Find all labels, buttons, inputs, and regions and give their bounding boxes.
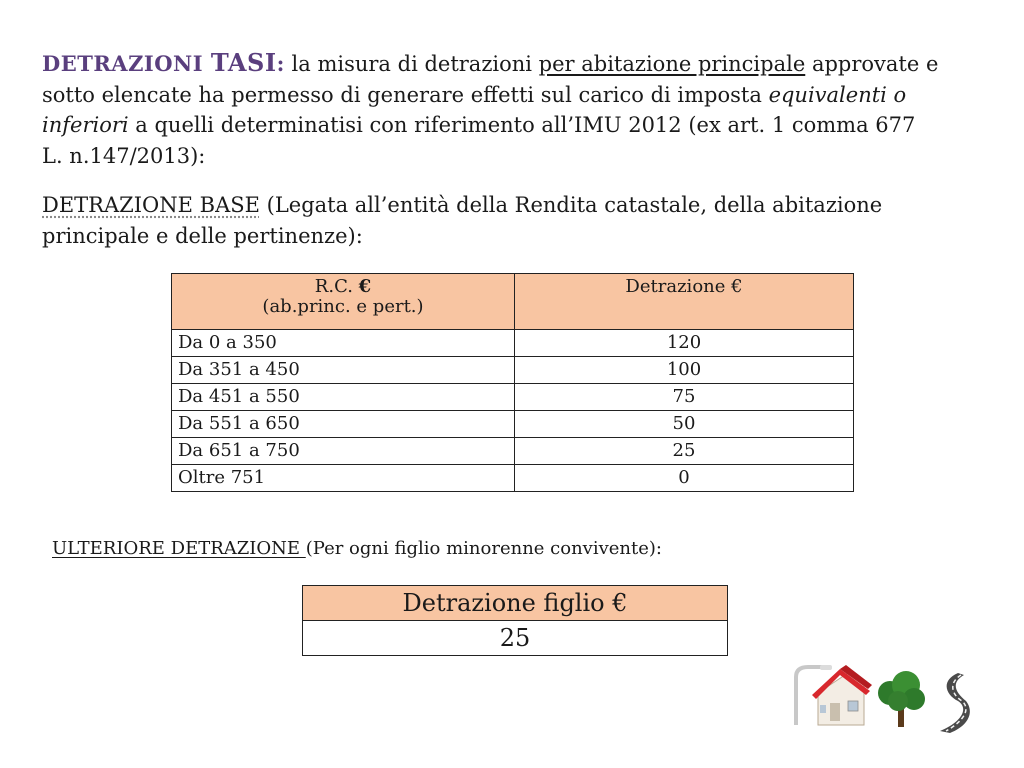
base-section-label: DETRAZIONE BASE — [42, 193, 260, 217]
range-cell: Da 651 a 750 — [172, 438, 515, 465]
child-deduction-table — [302, 585, 728, 656]
deduction-cell: 50 — [515, 411, 854, 438]
table-row — [172, 438, 854, 465]
header-rc: R.C. € (ab.princ. e pert.) — [172, 274, 515, 330]
deduction-cell: 75 — [515, 384, 854, 411]
section-title: DETRAZIONI TASI: — [42, 48, 285, 77]
table-row — [172, 465, 854, 492]
range-cell: Da 551 a 650 — [172, 411, 515, 438]
child-header: Detrazione figlio € — [303, 586, 728, 621]
deduction-cell: 25 — [515, 438, 854, 465]
range-cell: Da 451 a 550 — [172, 384, 515, 411]
deduction-cell: 0 — [515, 465, 854, 492]
deduction-cell: 100 — [515, 357, 854, 384]
house-tree-road-icon — [790, 655, 970, 735]
header-detrazione: Detrazione € — [515, 274, 854, 330]
intro-paragraph: DETRAZIONI TASI: la misura di detrazioni per abitazione principale approvate e sotto elencate ha permesso di generare effetti sul carico di imposta equivalenti o inferiori a quelli determinatisi con riferimento all’IMU 2012 (ex art. 1 comma 677 L. n.147/2013): — [42, 48, 939, 168]
extra-section-label: ULTERIORE DETRAZIONE — [52, 538, 306, 559]
base-deduction-table — [171, 273, 854, 492]
table-row — [172, 411, 854, 438]
table-header-row — [172, 274, 854, 330]
italic-phrase: equivalenti o inferiori — [42, 82, 907, 137]
deduction-cell: 120 — [515, 330, 854, 357]
child-value: 25 — [303, 621, 728, 656]
table-row — [172, 384, 854, 411]
table-row — [172, 330, 854, 357]
extra-section-text: ULTERIORE DETRAZIONE (Per ogni figlio minorenne convivente): — [52, 538, 662, 559]
underlined-phrase: per abitazione principale — [538, 52, 806, 76]
table-row — [172, 357, 854, 384]
range-cell: Da 0 a 350 — [172, 330, 515, 357]
range-cell: Oltre 751 — [172, 465, 515, 492]
base-section-text: DETRAZIONE BASE (Legata all’entità della Rendita catastale, della abitazione principale e delle pertinenze): — [42, 193, 883, 248]
range-cell: Da 351 a 450 — [172, 357, 515, 384]
